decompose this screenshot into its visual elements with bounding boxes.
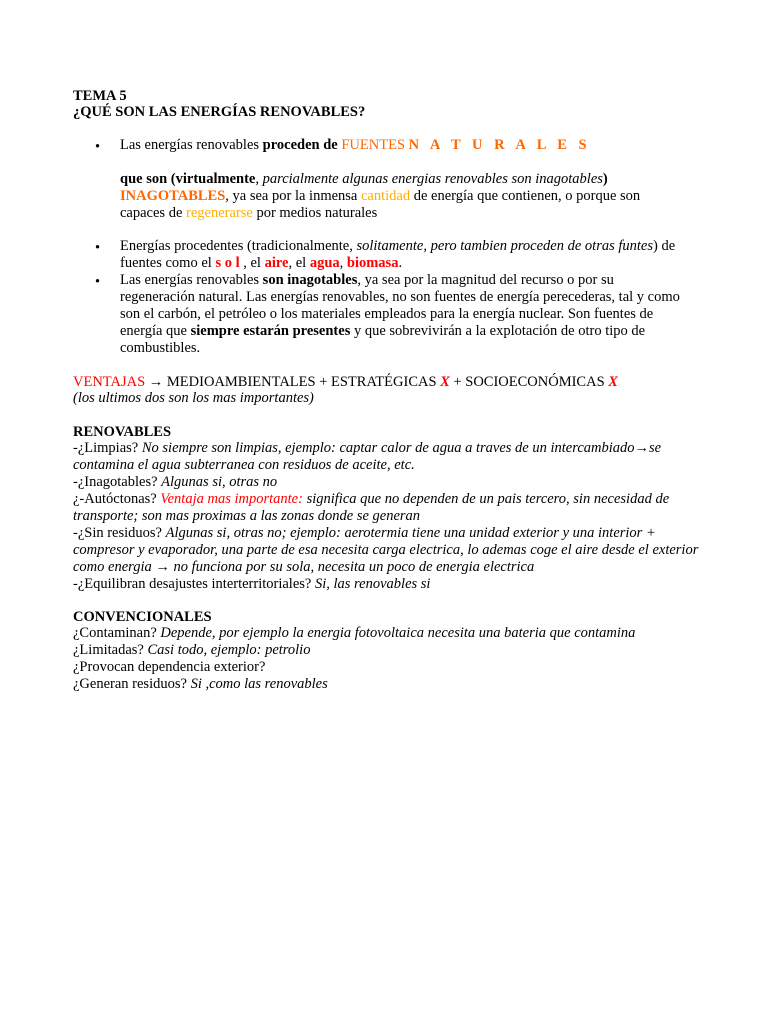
bullet-fuentes-naturales: Las energías renovables proceden de FUENTES N A T U R A L E S: [120, 137, 591, 153]
renovables-list: -¿Limpias? No siempre son limpias, ejemplo: captar calor de agua a traves de un intercambiado→se contamina el agua subterranea con residuos de aceite, etc. -¿Inagotables? Algunas si, otras no ¿-Autóctonas? Ventaja mas importante: significa que no dependen de un pais tercero, sin necesidad de transporte; son mas proximas a las zonas donde se generan -¿Sin residuos? Algunas si, otras no; ejemplo: aerotermia tiene una unidad exterior y una interior + compresor y evaporador, una parte de esa necesita carga electrica, lo ademas coge el aire desde el exterior como energia → no funciona por su sola, necesita un poco de energia electrica -¿Equilibran desajustes interterritoriales? Si, las renovables si: [73, 440, 699, 592]
bullet-fuentes: Energías procedentes (tradicionalmente, solitamente, pero tambien proceden de otras funtes) de fuentes como el s o l , el aire, el agua, biomasa.: [120, 238, 676, 271]
bullet-marker: •: [95, 139, 101, 155]
renovables-heading: RENOVABLES: [73, 424, 172, 440]
page-title: ¿QUÉ SON LAS ENERGÍAS RENOVABLES?: [73, 104, 366, 120]
arrow-right-icon: →: [155, 559, 170, 575]
paragraph-inagotables: que son (virtualmente, parcialmente algunas energias renovables son inagotables) INAGOTABLES, ya sea por la inmensa cantidad de energía que contienen, o porque son capaces de regenerarse por medios naturales: [120, 171, 641, 221]
convencionales-list: ¿Contaminan? Depende, por ejemplo la energia fotovoltaica necesita una bateria que contamina ¿Limitadas? Casi todo, ejemplo: petrolio ¿Provocan dependencia exterior? ¿Generan residuos? Si ,como las renovables: [73, 625, 636, 692]
ventajas-line: VENTAJAS → MEDIOAMBIENTALES + ESTRATÉGICAS X + SOCIOECONÓMICAS X: [73, 374, 618, 390]
ventajas-note: (los ultimos dos son los mas importantes): [73, 390, 314, 406]
arrow-right-icon: →: [148, 374, 164, 390]
arrow-right-icon: →: [634, 440, 650, 456]
bullet-marker: •: [95, 240, 101, 256]
tema-number: TEMA 5: [73, 88, 127, 104]
convencionales-heading: CONVENCIONALES: [73, 609, 212, 625]
bullet-son-inagotables: Las energías renovables son inagotables, ya sea por la magnitud del recurso o por su regeneración natural. Las energías renovables, no son fuentes de energía perecederas, tal y como son el carbón, el petróleo o los materiales empleados para la energía nuclear. Son fuentes de energía que siempre estarán presentes y que sobrevivirán a la explotación de otro tipo de combustibles.: [120, 272, 680, 356]
bullet-marker: •: [95, 274, 101, 290]
